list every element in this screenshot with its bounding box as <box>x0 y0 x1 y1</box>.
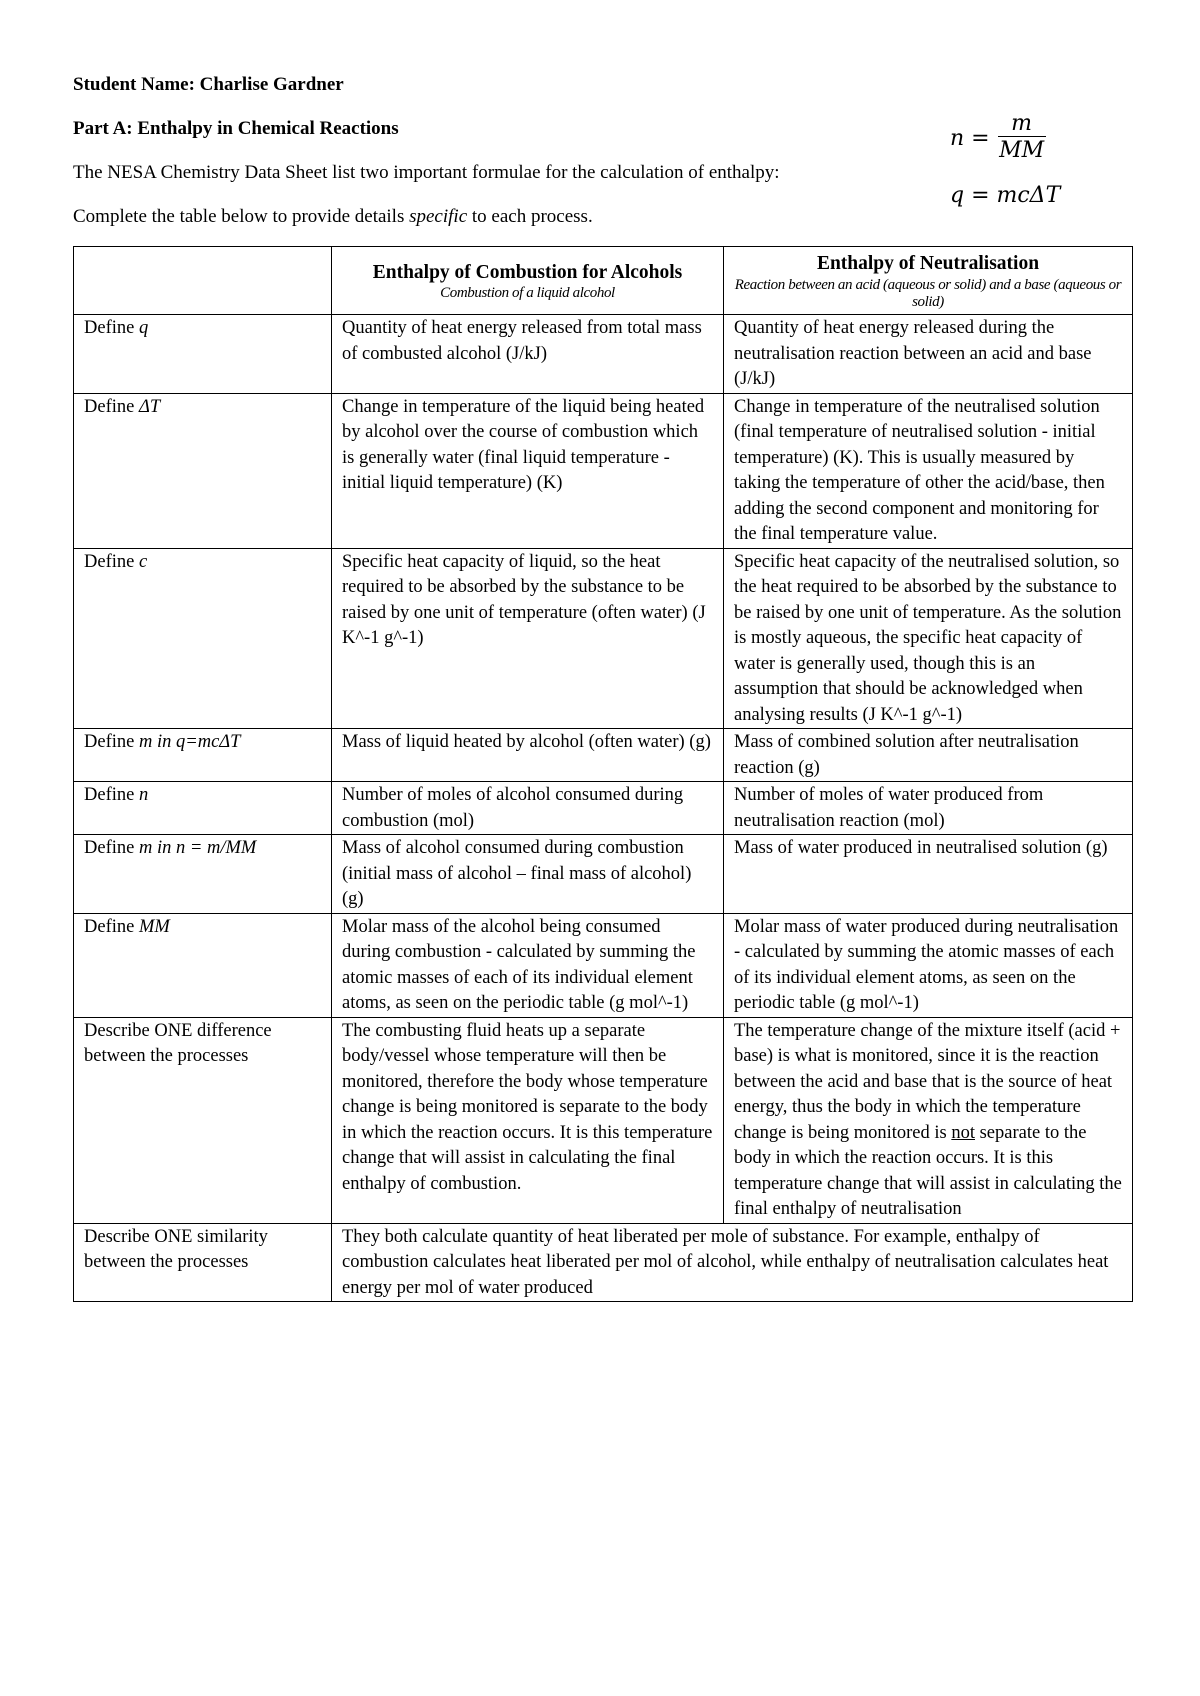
difference-row <box>74 1017 1133 1223</box>
intro-line: The NESA Chemistry Data Sheet list two important formulae for the calculation of enthalpy: <box>73 162 780 183</box>
row-label <box>74 548 332 729</box>
label-symbol: MM <box>138 916 170 937</box>
label-symbol: ΔT <box>138 396 161 417</box>
difference-label: Describe ONE difference between the processes <box>74 1017 332 1223</box>
neutralisation-cell: Change in temperature of the neutralised solution (final temperature of neutralised solution - initial temperature) (K). This is usually measured by taking the temperature of other the acid/base, then adding the second component and monitoring for the final temperature value. <box>724 393 1133 548</box>
difference-neutralisation <box>724 1017 1133 1223</box>
row-label <box>74 835 332 914</box>
instruction-text: Complete the table below to provide details <box>73 206 410 227</box>
label-symbol: c <box>138 551 148 572</box>
table-row <box>74 548 1133 729</box>
label-suffix: in n = m/MM <box>152 838 257 858</box>
header-empty-cell <box>74 247 332 315</box>
difference-text-end: separate to the body in which the reaction occurs. It is this temperature change that will assist in calculating the final enthalpy of neutralisation <box>734 1122 1122 1219</box>
combustion-cell: Mass of liquid heated by alcohol (often water) (g) <box>332 729 724 782</box>
neutralisation-cell: Quantity of heat energy released during the neutralisation reaction between an acid and base (J/kJ) <box>724 315 1133 394</box>
instruction-line <box>73 206 593 228</box>
student-name: Student Name: Charlise Gardner <box>73 74 344 95</box>
neutralisation-cell: Mass of water produced in neutralised solution (g) <box>724 835 1133 914</box>
label-suffix: in q=mcΔT <box>152 732 241 752</box>
table-row <box>74 393 1133 548</box>
neutralisation-cell: Molar mass of water produced during neutralisation - calculated by summing the atomic masses of each of its individual element atoms, as seen on the periodic table (g mol^-1) <box>724 913 1133 1017</box>
difference-text: The temperature change of the mixture itself (acid + base) is what is monitored, since it is the reaction between the acid and base that is the source of heat energy, thus the body in which the temperature change is being monitored is <box>734 1020 1121 1143</box>
header-combustion-title: Enthalpy of Combustion for Alcohols <box>372 261 683 283</box>
header-neutralisation-subtitle: Reaction between an acid (aqueous or solid) and a base (aqueous or solid) <box>734 276 1122 310</box>
part-title: Part A: Enthalpy in Chemical Reactions <box>73 118 399 139</box>
label-symbol: n <box>138 785 149 805</box>
neutralisation-cell: Mass of combined solution after neutralisation reaction (g) <box>724 729 1133 782</box>
neutralisation-cell: Specific heat capacity of the neutralised solution, so the heat required to be absorbed by the substance to be raised by one unit of temperature. As the solution is mostly aqueous, the specific heat capacity of water is generally used, though this is an assumption that should be acknowledged when analysing results (J K^-1 g^-1) <box>724 548 1133 729</box>
row-label <box>74 782 332 835</box>
table-header-row <box>74 247 1133 315</box>
underlined-not: not <box>951 1122 975 1143</box>
label-prefix: Define <box>84 318 139 338</box>
label-symbol: q <box>138 318 149 338</box>
difference-combustion: The combusting fluid heats up a separate body/vessel whose temperature will then be monitored, therefore the body whose temperature change is being monitored is separate to the body in which the reaction occurs. It is this temperature change that will assist in calculating the final enthalpy of combustion. <box>332 1017 724 1223</box>
similarity-row <box>74 1223 1133 1302</box>
label-prefix: Define <box>84 785 139 805</box>
row-label <box>74 393 332 548</box>
table-row <box>74 913 1133 1017</box>
header-combustion <box>332 247 724 315</box>
label-prefix: Define <box>84 396 139 417</box>
moles-formula-numerator: m <box>1011 111 1033 136</box>
combustion-cell: Number of moles of alcohol consumed during combustion (mol) <box>332 782 724 835</box>
combustion-cell: Mass of alcohol consumed during combustion (initial mass of alcohol – final mass of alcohol) (g) <box>332 835 724 914</box>
moles-formula-lhs: n = <box>950 126 990 151</box>
label-prefix: Define <box>84 916 139 937</box>
header-neutralisation-title: Enthalpy of Neutralisation <box>816 253 1040 275</box>
header-combustion-subtitle: Combustion of a liquid alcohol <box>440 285 615 302</box>
formula-box <box>950 112 1100 208</box>
table-row <box>74 835 1133 914</box>
enthalpy-table <box>73 246 1133 1302</box>
table-row <box>74 315 1133 394</box>
heat-formula: q = mcΔT <box>950 183 1061 208</box>
row-label <box>74 315 332 394</box>
moles-formula-denominator: MM <box>999 138 1045 163</box>
label-symbol: m <box>138 732 153 752</box>
combustion-cell: Quantity of heat energy released from total mass of combusted alcohol (J/kJ) <box>332 315 724 394</box>
instruction-text-end: to each process. <box>467 206 593 227</box>
label-prefix: Define <box>84 551 139 572</box>
header-neutralisation <box>724 247 1133 315</box>
similarity-text: They both calculate quantity of heat liberated per mole of substance. For example, enthalpy of combustion calculates heat liberated per mol of alcohol, while enthalpy of neutralisation calculates heat energy per mol of water produced <box>332 1223 1133 1302</box>
row-label <box>74 913 332 1017</box>
table-row <box>74 782 1133 835</box>
label-prefix: Define <box>84 838 139 858</box>
moles-formula <box>950 112 1100 165</box>
instruction-emphasis: specific <box>409 206 468 227</box>
label-symbol: m <box>138 838 153 858</box>
row-label <box>74 729 332 782</box>
combustion-cell: Change in temperature of the liquid being heated by alcohol over the course of combustion which is generally water (final liquid temperature - initial liquid temperature) (K) <box>332 393 724 548</box>
combustion-cell: Molar mass of the alcohol being consumed during combustion - calculated by summing the atomic masses of each of its individual element atoms, as seen on the periodic table (g mol^-1) <box>332 913 724 1017</box>
combustion-cell: Specific heat capacity of liquid, so the heat required to be absorbed by the substance to be raised by one unit of temperature (often water) (J K^-1 g^-1) <box>332 548 724 729</box>
similarity-label: Describe ONE similarity between the processes <box>74 1223 332 1302</box>
label-prefix: Define <box>84 732 139 752</box>
table-row <box>74 729 1133 782</box>
neutralisation-cell: Number of moles of water produced from neutralisation reaction (mol) <box>724 782 1133 835</box>
